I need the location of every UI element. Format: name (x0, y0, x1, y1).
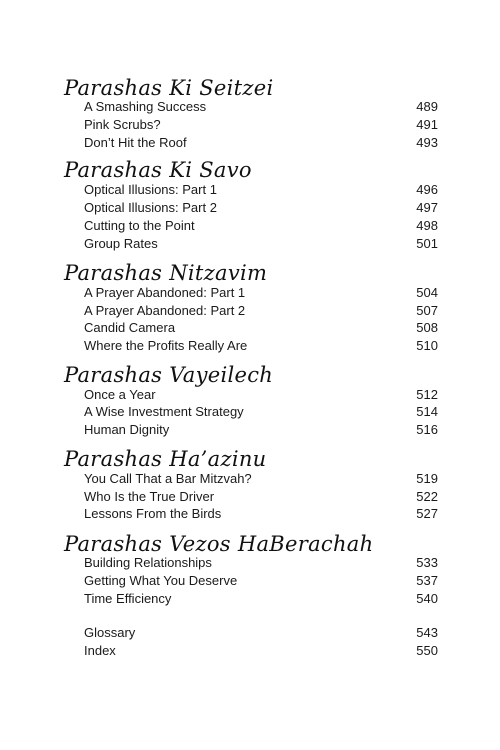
toc-entry (84, 572, 438, 590)
entry-title: Pink Scrubs? (84, 117, 161, 132)
entry-title: You Call That a Bar Mitzvah? (84, 471, 252, 486)
entry-title: Optical Illusions: Part 2 (84, 200, 217, 215)
toc-entry (84, 403, 438, 421)
toc-entry-index (84, 642, 438, 660)
entry-title: Cutting to the Point (84, 218, 195, 233)
entry-title: Candid Camera (84, 320, 176, 335)
toc-entry (84, 217, 438, 235)
toc-entry (84, 386, 438, 404)
entry-page-number: 514 (416, 404, 438, 419)
section-title-nitzavim: Parashas Nitzavim (64, 261, 268, 285)
toc-entry (84, 488, 438, 506)
entry-page-number: 507 (416, 303, 438, 318)
entry-page-number: 512 (416, 387, 438, 402)
entry-page-number: 501 (416, 236, 438, 251)
entry-title: Human Dignity (84, 422, 170, 437)
entry-page-number: 496 (416, 182, 438, 197)
section-title-ki-savo: Parashas Ki Savo (64, 158, 252, 182)
toc-entry (84, 505, 438, 523)
toc-entry (84, 319, 438, 337)
toc-entry (84, 590, 438, 608)
entry-title: Optical Illusions: Part 1 (84, 182, 217, 197)
entry-page-number: 491 (416, 117, 438, 132)
toc-entry (84, 284, 438, 302)
toc-entry (84, 337, 438, 355)
toc-entry (84, 116, 438, 134)
toc-entry (84, 98, 438, 116)
toc-entry (84, 199, 438, 217)
entry-page-number: 493 (416, 135, 438, 150)
toc-entry (84, 181, 438, 199)
entry-page-number: 537 (416, 573, 438, 588)
entry-page-number: 527 (416, 506, 438, 521)
entry-page-number: 543 (416, 625, 438, 640)
entry-page-number: 497 (416, 200, 438, 215)
entry-page-number: 489 (416, 99, 438, 114)
entry-title: A Smashing Success (84, 99, 207, 114)
entry-page-number: 522 (416, 489, 438, 504)
entry-page-number: 533 (416, 555, 438, 570)
toc-entry (84, 134, 438, 152)
section-title-vezos-haberachah: Parashas Vezos HaBerachah (64, 532, 374, 556)
section-title-ki-seitzei: Parashas Ki Seitzei (64, 76, 274, 100)
toc-entry (84, 421, 438, 439)
entry-page-number: 510 (416, 338, 438, 353)
section-title-vayeilech: Parashas Vayeilech (64, 363, 274, 387)
entry-page-number: 540 (416, 591, 438, 606)
entry-title: Getting What You Deserve (84, 573, 238, 588)
entry-page-number: 504 (416, 285, 438, 300)
toc-entry (84, 470, 438, 488)
entry-title: A Wise Investment Strategy (84, 404, 244, 419)
entry-page-number: 508 (416, 320, 438, 335)
entry-title: Where the Profits Really Are (84, 338, 248, 353)
toc-entry-glossary (84, 624, 438, 642)
toc-entry (84, 554, 438, 572)
toc-entry (84, 235, 438, 253)
entry-page-number: 498 (416, 218, 438, 233)
entry-title: Group Rates (84, 236, 158, 251)
entry-title: Index (84, 643, 116, 658)
entry-page-number: 550 (416, 643, 438, 658)
entry-title: A Prayer Abandoned: Part 2 (84, 303, 246, 318)
section-title-haazinu: Parashas Ha’azinu (64, 447, 267, 471)
entry-title: Glossary (84, 625, 136, 640)
entry-page-number: 516 (416, 422, 438, 437)
entry-title: Once a Year (84, 387, 156, 402)
entry-title: Who Is the True Driver (84, 489, 215, 504)
entry-page-number: 519 (416, 471, 438, 486)
entry-title: Time Efficiency (84, 591, 172, 606)
entry-title: Building Relationships (84, 555, 212, 570)
entry-title: Lessons From the Birds (84, 506, 222, 521)
entry-title: A Prayer Abandoned: Part 1 (84, 285, 246, 300)
toc-entry (84, 302, 438, 320)
entry-title: Don’t Hit the Roof (84, 135, 187, 150)
